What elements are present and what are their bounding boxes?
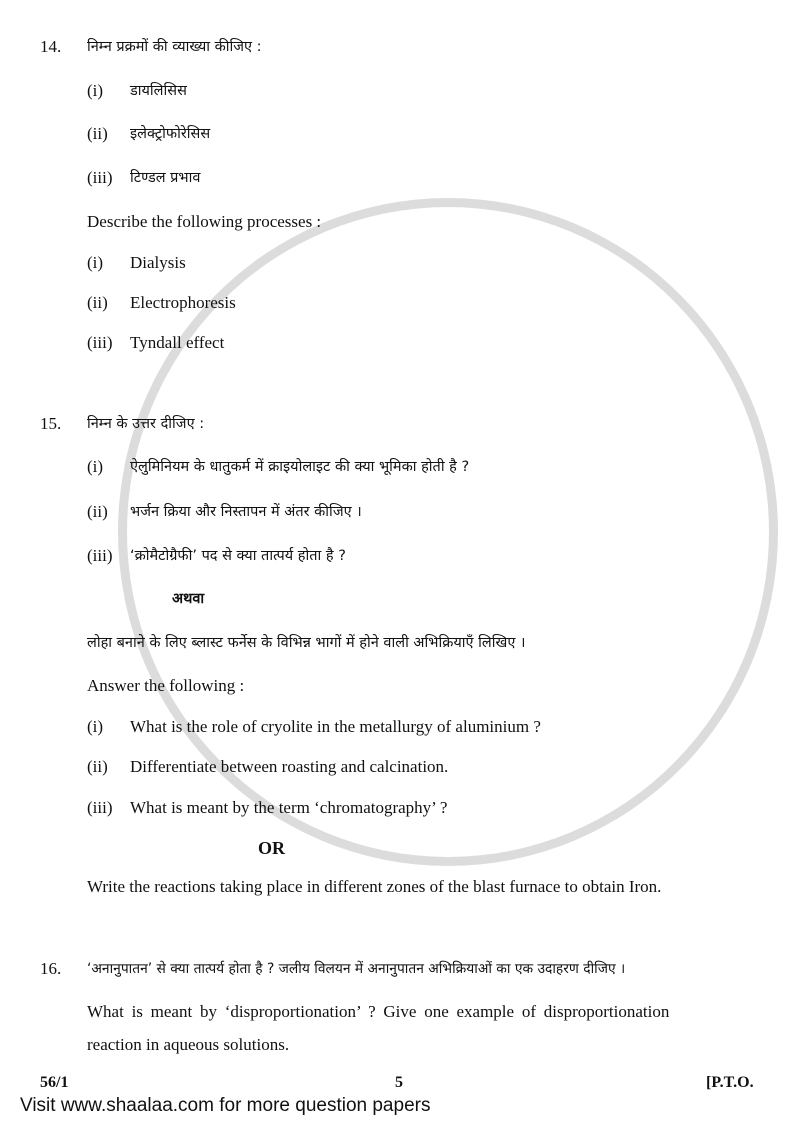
q14-hi-label-1: (i) — [87, 81, 104, 100]
q15-english-prompt: Answer the following : — [87, 676, 245, 695]
q15-hi-item-1: ऐलुमिनियम के धातुकर्म में क्राइयोलाइट की क्या भूमिका होती है ? — [130, 459, 470, 475]
q16-english-line2: reaction in aqueous solutions. — [87, 1035, 290, 1054]
q14-hi-item-3: टिण्डल प्रभाव — [130, 170, 201, 186]
q16-number: 16. — [40, 959, 62, 978]
q14-en-item-1: Dialysis — [130, 253, 186, 272]
q15-hi-label-3: (iii) — [87, 546, 113, 565]
footer-code: 56/1 — [40, 1074, 69, 1091]
q15-hi-item-3: ‘क्रोमैटोग्रैफी’ पद से क्या तात्पर्य होता है ? — [130, 548, 346, 564]
q14-en-label-1: (i) — [87, 253, 104, 272]
q15-en-item-1: What is the role of cryolite in the metallurgy of aluminium ? — [130, 717, 541, 736]
q14-en-label-2: (ii) — [87, 293, 108, 312]
q16-hindi-question: ‘अनानुपातन’ से क्या तात्पर्य होता है ? जलीय विलयन में अनानुपातन अभिक्रियाओं का एक उदाहरण दीजिए । — [87, 961, 626, 977]
q14-hindi-prompt: निम्न प्रक्रमों की व्याख्या कीजिए : — [87, 39, 262, 55]
q16-english-line1: What is meant by ‘disproportionation’ ? Give one example of disproportionation — [87, 1002, 670, 1021]
q14-en-item-2: Electrophoresis — [130, 293, 236, 312]
q14-english-prompt: Describe the following processes : — [87, 212, 322, 231]
footer-visit-link[interactable]: Visit www.shaalaa.com for more question papers — [20, 1095, 431, 1116]
q15-english-or-question: Write the reactions taking place in different zones of the blast furnace to obtain Iron. — [87, 877, 662, 896]
q14-en-label-3: (iii) — [87, 333, 113, 352]
q15-en-item-2: Differentiate between roasting and calcination. — [130, 757, 449, 776]
q14-number: 14. — [40, 37, 62, 56]
q14-hi-item-1: डायलिसिस — [130, 83, 187, 99]
q15-hi-label-2: (ii) — [87, 502, 108, 521]
q15-hindi-prompt: निम्न के उत्तर दीजिए : — [87, 416, 205, 432]
q14-hi-label-3: (iii) — [87, 168, 113, 187]
q14-en-item-3: Tyndall effect — [130, 333, 225, 352]
q15-en-label-1: (i) — [87, 717, 104, 736]
footer-page-number: 5 — [395, 1074, 403, 1091]
q15-en-label-2: (ii) — [87, 757, 108, 776]
q14-hi-label-2: (ii) — [87, 124, 108, 143]
q15-number: 15. — [40, 414, 62, 433]
q15-english-or: OR — [258, 838, 285, 858]
q15-hi-label-1: (i) — [87, 457, 104, 476]
footer-pto: [P.T.O. — [706, 1074, 754, 1091]
q15-hindi-or-question: लोहा बनाने के लिए ब्लास्ट फर्नेस के विभिन्न भागों में होने वाली अभिक्रियाएँ लिखिए । — [87, 635, 526, 651]
q15-hi-item-2: भर्जन क्रिया और निस्तापन में अंतर कीजिए । — [130, 504, 362, 520]
q15-hindi-or: अथवा — [172, 591, 205, 607]
q15-en-label-3: (iii) — [87, 798, 113, 817]
q15-en-item-3: What is meant by the term ‘chromatography’ ? — [130, 798, 448, 817]
q14-hi-item-2: इलेक्ट्रोफोरेसिस — [130, 126, 211, 142]
